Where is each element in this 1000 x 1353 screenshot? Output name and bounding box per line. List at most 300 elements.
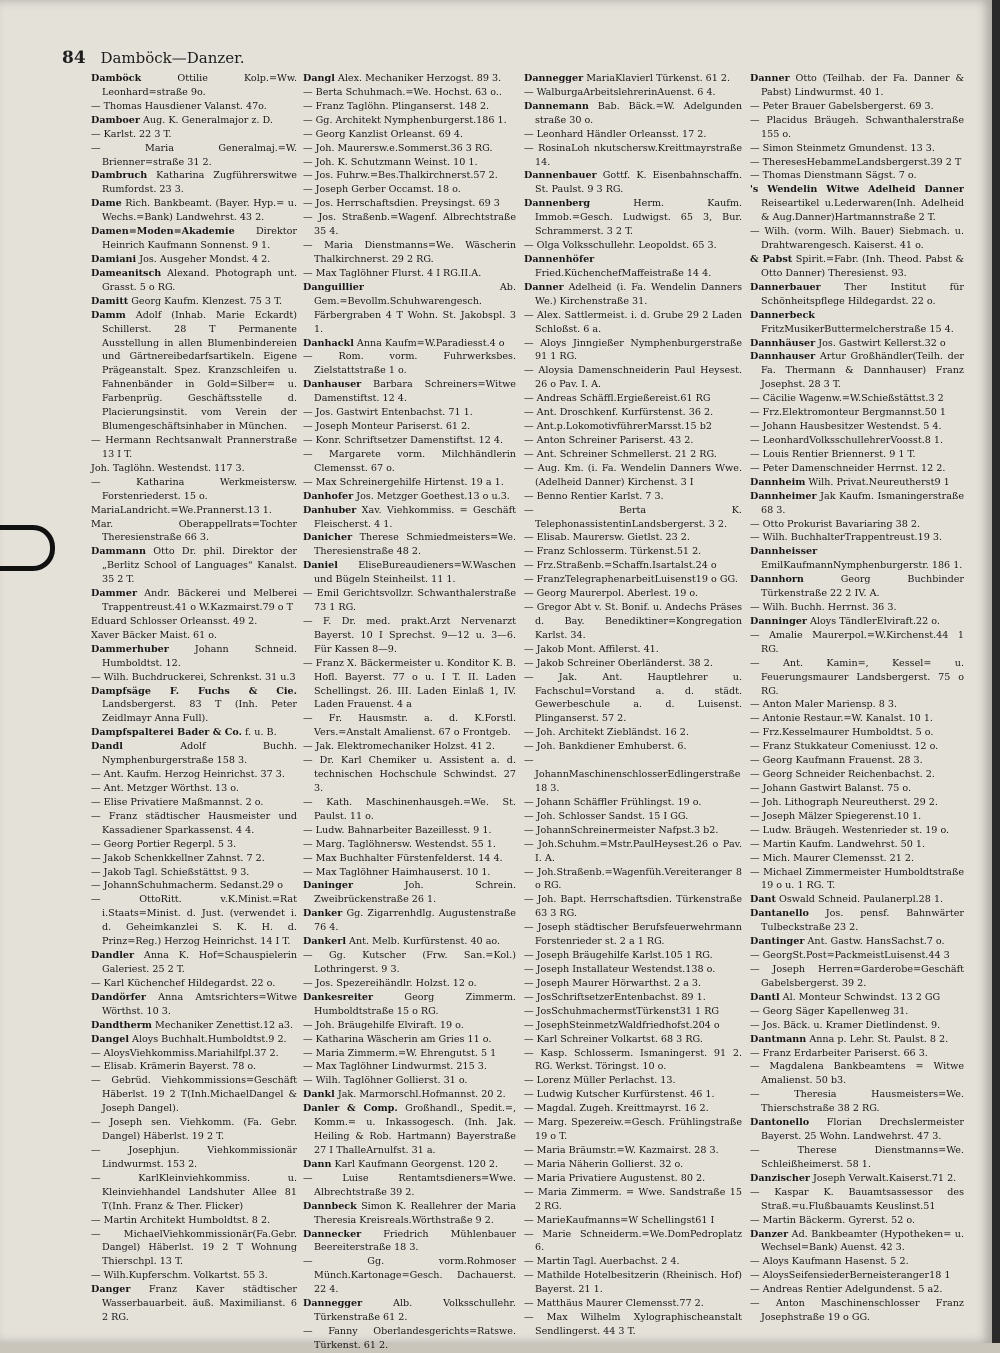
directory-entry bbox=[303, 169, 516, 183]
directory-entry bbox=[303, 1200, 516, 1228]
entry-text: — Gg. Architekt Nymphenburgerst.186 1. bbox=[303, 114, 507, 126]
directory-entry bbox=[91, 879, 297, 893]
directory-entry bbox=[750, 1047, 964, 1061]
entry-surname: Dankesreiter bbox=[303, 991, 374, 1003]
entry-text: — Wilh. (vorm. Wilh. Bauer) Siebmach. u. Drahtwarengesch. Kaiserst. 41 o. bbox=[750, 226, 964, 252]
entry-text: — WalburgaArbeitslehrerinAuenst. 6 4. bbox=[524, 86, 716, 98]
entry-text: — Anton Maschinenschlosser Franz Josephstraße 19 o GG. bbox=[750, 1298, 964, 1324]
directory-entry bbox=[91, 1144, 297, 1172]
directory-entry bbox=[750, 963, 964, 991]
entry-text: Anna p. Lehr. St. Paulst. 8 2. bbox=[806, 1033, 949, 1045]
entry-surname: Dannenhöfer bbox=[524, 253, 595, 265]
directory-entry bbox=[750, 309, 964, 337]
entry-surname: Danzischer bbox=[750, 1172, 810, 1184]
directory-entry bbox=[91, 782, 297, 796]
entry-surname: Dangel bbox=[91, 1033, 129, 1045]
entry-surname: Dandörfer bbox=[91, 991, 146, 1003]
entry-text: Mar. Oberappellrats=Tochter Theresienstraße 66 3. bbox=[91, 518, 297, 544]
entry-text: — Gg. Kutscher (Frw. San.=Kol.) Lothringerst. 9 3. bbox=[303, 950, 516, 975]
entry-text: — Maria Generalmaj.=W. Brienner=straße 31 2. bbox=[91, 142, 297, 168]
entry-surname: Dameanitsch bbox=[91, 267, 162, 279]
entry-text: Anna Amtsrichters=Witwe Wörthst. 10 3. bbox=[102, 991, 297, 1017]
entry-text: Xav. Viehkommiss. = Geschäft Fleischerst. 4 1. bbox=[314, 504, 516, 530]
directory-entry bbox=[303, 350, 516, 378]
entry-text: — Georg Maurerpol. Aberlest. 19 o. bbox=[524, 588, 699, 600]
directory-entry bbox=[303, 740, 516, 754]
entry-text: EliseBureaudieners=W.Waschen und Bügeln Steinheilst. 11 1. bbox=[314, 560, 516, 586]
entry-text: — Peter Brauer Gabelsbergerst. 69 3. bbox=[750, 100, 934, 112]
running-title: Damböck—Danzer. bbox=[100, 49, 245, 67]
column-3 bbox=[524, 72, 742, 1337]
directory-entry bbox=[750, 183, 964, 225]
entry-text: — KarlKleinviehkommiss. u. Kleinviehhandel Landshuter Allee 81 T(Inh. Franz & Ther. Flicker) bbox=[91, 1172, 297, 1212]
entry-text: Anna K. Hof=Schauspielerin Galeriest. 25 2 T. bbox=[102, 950, 297, 975]
entry-surname: Dannhäuser bbox=[750, 337, 816, 349]
entry-text: Ant. Gastw. HansSachst.7 o. bbox=[804, 936, 945, 948]
directory-entry bbox=[524, 1074, 742, 1088]
entry-text: — Joh. Bräugehilfe Elviraft. 19 o. bbox=[303, 1019, 464, 1031]
entry-text: — Joh. Lithograph Neureutherst. 29 2. bbox=[750, 796, 938, 808]
entry-surname: Damiani bbox=[91, 253, 137, 265]
directory-entry bbox=[750, 253, 964, 281]
directory-entry bbox=[91, 991, 297, 1019]
entry-text: — Maria Privatiere Augustenst. 80 2. bbox=[524, 1172, 706, 1184]
directory-entry bbox=[750, 1019, 964, 1033]
entry-text: — Gebrüd. Viehkommissions=Geschäft Häberlst. 19 2 T(Inh.MichaelDangel & Joseph Dangel). bbox=[91, 1075, 297, 1115]
directory-entry bbox=[91, 1019, 297, 1033]
directory-entry bbox=[524, 949, 742, 963]
entry-text: Alexand. Photograph unt. Grasst. 5 o RG. bbox=[102, 267, 297, 293]
entry-text: Barbara Schreiners=Witwe Damenstiftst. 12 4. bbox=[314, 379, 516, 405]
directory-entry bbox=[524, 253, 742, 281]
directory-entry bbox=[91, 434, 297, 462]
entry-surname: Dankl bbox=[303, 1089, 335, 1101]
entry-text: Bab. Bäck.=W. Adelgunden straße 30 o. bbox=[535, 100, 742, 126]
directory-entry bbox=[303, 378, 516, 406]
entry-text: Jak. Marmorschl.Hofmannst. 20 2. bbox=[334, 1089, 506, 1101]
entry-text: — Kasp. Schlosserm. Ismaningerst. 91 2. RG. Werkst. Töringst. 10 o. bbox=[524, 1047, 742, 1073]
directory-entry bbox=[524, 1269, 742, 1297]
entry-text: — Thomas Dienstmann Sägst. 7 o. bbox=[750, 170, 917, 182]
directory-entry bbox=[750, 754, 964, 768]
directory-entry bbox=[750, 629, 964, 657]
directory-entry bbox=[303, 1102, 516, 1158]
entry-text: — RosinaLoh nkutschersw.Kreittmayrstraße 14. bbox=[524, 142, 742, 168]
directory-entry bbox=[91, 949, 297, 977]
directory-entry bbox=[750, 462, 964, 476]
entry-surname: Danker bbox=[303, 908, 343, 920]
entry-text: Johann Schneid. Humboldtst. 12. bbox=[102, 643, 297, 669]
directory-entry bbox=[303, 1033, 516, 1047]
entry-text: FritzMusikerButtermelcherstraße 15 4. bbox=[761, 323, 954, 335]
directory-entry bbox=[303, 1047, 516, 1061]
directory-entry bbox=[303, 183, 516, 197]
entry-surname: Daninger bbox=[303, 880, 353, 892]
entry-text: — Max Buchhalter Fürstenfelderst. 14 4. bbox=[303, 852, 503, 864]
entry-text: Oswald Schneid. Paulanerpl.28 1. bbox=[775, 894, 944, 906]
directory-entry bbox=[91, 643, 297, 671]
directory-entry bbox=[524, 197, 742, 239]
directory-entry bbox=[91, 225, 297, 253]
directory-entry bbox=[524, 309, 742, 337]
entry-text: — Martin Architekt Humboldtst. 8 2. bbox=[91, 1214, 271, 1226]
entry-text: — Berta Schuhmach.=We. Hochst. 63 o.. bbox=[303, 86, 502, 98]
entry-text: — Joseph Monteur Pariserst. 61 2. bbox=[303, 421, 471, 433]
directory-entry bbox=[91, 72, 297, 100]
entry-text: Wilh. Privat.Neureutherst9 1 bbox=[805, 476, 950, 488]
entry-text: — Joh. Maurersw.e.Sommerst.36 3 RG. bbox=[303, 142, 493, 154]
entry-text: — Josephjun. Viehkommissionär Lindwurmst. 153 2. bbox=[91, 1144, 297, 1170]
entry-surname: Dantanello bbox=[750, 908, 809, 920]
entry-surname: Dant bbox=[750, 894, 776, 906]
directory-entry bbox=[524, 1172, 742, 1186]
entry-surname: Daniel bbox=[303, 560, 338, 572]
directory-entry bbox=[91, 740, 297, 768]
entry-text: — TheresesHebammeLandsbergerst.39 2 T bbox=[750, 156, 962, 168]
directory-entry bbox=[524, 420, 742, 434]
entry-surname: Damböck bbox=[91, 73, 142, 84]
entry-surname: Dankerl bbox=[303, 936, 346, 948]
entry-text: — Gg. vorm.Rohmoser Münch.Kartonage=Gesch. Dachauerst. 22 4. bbox=[303, 1256, 516, 1296]
entry-text: Jos. Ausgeher Mondst. 4 2. bbox=[136, 253, 271, 265]
entry-text: — Alex. Sattlermeist. i. d. Grube 29 2 Laden Schloßst. 6 a. bbox=[524, 309, 742, 335]
entry-text: — Fanny Oberlandesgerichts=Ratswe. Türkenst. 61 2. bbox=[303, 1325, 516, 1351]
entry-text: — Benno Rentier Karlst. 7 3. bbox=[524, 490, 664, 502]
entry-text: EmilKaufmannNymphenburgerstr. 186 1. bbox=[761, 560, 963, 572]
entry-surname: 's Wendelin Witwe Adelheid Danner bbox=[750, 184, 964, 196]
directory-entry bbox=[91, 504, 297, 518]
entry-text: — Lorenz Müller Perlachst. 13. bbox=[524, 1075, 676, 1087]
entry-text: — Kath. Maschinenhausgeh.=We. St. Paulst. 11 o. bbox=[303, 796, 516, 822]
directory-entry bbox=[750, 1033, 964, 1047]
directory-entry bbox=[750, 1144, 964, 1172]
directory-entry bbox=[750, 657, 964, 699]
directory-entry bbox=[524, 1144, 742, 1158]
entry-text: — Jos. Fuhrw.=Bes.Thalkirchnerst.57 2. bbox=[303, 170, 498, 182]
directory-entry bbox=[303, 977, 516, 991]
entry-surname: Dann bbox=[303, 1158, 332, 1170]
entry-text: — Ludw. Bräugeh. Westenrieder st. 19 o. bbox=[750, 824, 950, 836]
entry-text: — Johann Gastwirt Balanst. 75 o. bbox=[750, 783, 912, 795]
entry-surname: Dame bbox=[91, 198, 122, 210]
directory-entry bbox=[750, 350, 964, 392]
entry-surname: Dannhauser bbox=[750, 351, 816, 363]
directory-entry bbox=[524, 1033, 742, 1047]
directory-entry bbox=[303, 197, 516, 211]
entry-text: — Matthäus Maurer Clemensst.77 2. bbox=[524, 1298, 704, 1310]
directory-entry bbox=[91, 1047, 297, 1061]
directory-entry bbox=[750, 712, 964, 726]
entry-surname: Damen=Moden=Akademie bbox=[91, 226, 235, 238]
directory-entry bbox=[303, 1228, 516, 1256]
directory-entry bbox=[524, 824, 742, 838]
directory-entry bbox=[524, 740, 742, 754]
directory-entry bbox=[750, 1283, 964, 1297]
entry-surname: Dandtherm bbox=[91, 1019, 152, 1031]
entry-text: — Wilh. Buchdruckerei, Schrenkst. 31 u.3 bbox=[91, 671, 296, 683]
directory-entry bbox=[750, 1060, 964, 1088]
directory-entry bbox=[524, 796, 742, 810]
entry-text: — Karl Schreiner Volkartst. 68 3 RG. bbox=[524, 1033, 703, 1045]
entry-text: — Joseph sen. Viehkomm. (Fa. Gebr. Dangel) Häberlst. 19 2 T. bbox=[91, 1117, 297, 1143]
entry-text: — Marg. Taglöhnersw. Westendst. 55 1. bbox=[303, 838, 496, 850]
entry-text: — Mich. Maurer Clemensst. 21 2. bbox=[750, 852, 915, 864]
binder-clip bbox=[0, 525, 55, 571]
directory-entry bbox=[524, 239, 742, 253]
directory-entry bbox=[303, 406, 516, 420]
directory-entry bbox=[303, 1158, 516, 1172]
entry-text: Direktor Heinrich Kaufmann Sonnenst. 9 1. bbox=[102, 226, 297, 252]
directory-entry bbox=[303, 1088, 516, 1102]
entry-surname: Dantonello bbox=[750, 1117, 810, 1129]
entry-text: — Aloys Jinngießer Nymphenburgerstraße 91 1 RG. bbox=[524, 337, 742, 363]
directory-entry bbox=[524, 434, 742, 448]
directory-entry bbox=[524, 754, 742, 796]
directory-entry bbox=[303, 559, 516, 587]
directory-entry bbox=[524, 1311, 742, 1339]
directory-entry bbox=[750, 531, 964, 545]
entry-text: — Max Taglöhner Flurst. 4 I RG.II.A. bbox=[303, 267, 482, 279]
directory-entry bbox=[524, 504, 742, 532]
directory-entry bbox=[524, 281, 742, 309]
directory-entry bbox=[524, 1102, 742, 1116]
directory-entry bbox=[750, 726, 964, 740]
entry-surname: Dannheim bbox=[750, 476, 806, 488]
entry-text: Friedrich Mühlenbauer Beereiterstraße 18 3. bbox=[314, 1228, 516, 1254]
entry-surname: Danler & Comp. bbox=[303, 1103, 398, 1115]
entry-text: — Ludw. Bahnarbeiter Bazeillesst. 9 1. bbox=[303, 824, 492, 836]
directory-entry bbox=[750, 406, 964, 420]
entry-text: Ab. Gem.=Bevollm.Schuhwarengesch. Färbergraben 4 T Wohn. St. Jakobspl. 3 1. bbox=[314, 281, 516, 335]
entry-text: — Martin Bäckerm. Gyrerst. 52 o. bbox=[750, 1214, 916, 1226]
entry-text: Simon K. Reallehrer der Maria Theresia Kreisreals.Wörthstraße 9 2. bbox=[314, 1200, 516, 1226]
entry-text: — Ant. Kaufm. Herzog Heinrichst. 37 3. bbox=[91, 769, 285, 781]
entry-text: — Johann Hausbesitzer Westendst. 5 4. bbox=[750, 421, 942, 433]
entry-text: — Frz.Elektromonteur Bergmannst.50 1 bbox=[750, 407, 946, 419]
directory-entry bbox=[524, 128, 742, 142]
directory-entry bbox=[303, 1060, 516, 1074]
entry-text: — Olga Volksschullehr. Leopoldst. 65 3. bbox=[524, 240, 717, 252]
directory-entry bbox=[524, 810, 742, 824]
directory-entry bbox=[524, 1297, 742, 1311]
directory-entry bbox=[303, 114, 516, 128]
entry-text: — Joseph Installateur Westendst.138 o. bbox=[524, 964, 716, 975]
directory-entry bbox=[750, 490, 964, 518]
entry-text: — Martin Kaufm. Landwehrst. 50 1. bbox=[750, 838, 926, 850]
entry-surname: Dammer bbox=[91, 588, 137, 600]
directory-entry bbox=[524, 1019, 742, 1033]
entry-text: Eduard Schlosser Orleansst. 49 2. bbox=[91, 615, 258, 627]
directory-entry bbox=[303, 1255, 516, 1297]
directory-entry bbox=[91, 128, 297, 142]
entry-text: — F. Dr. med. prakt.Arzt Nervenarzt Bayerst. 10 I Sprechst. 9—12 u. 3—6. Für Kassen 8—9. bbox=[303, 615, 516, 655]
entry-text: Gottf. K. Eisenbahnschaffn. St. Paulst. 9 3 RG. bbox=[535, 170, 742, 196]
directory-entry bbox=[524, 1228, 742, 1256]
entry-text: — Maria Dienstmanns=We. Wäscherin Thalkirchnerst. 29 2 RG. bbox=[303, 240, 516, 265]
directory-entry bbox=[750, 434, 964, 448]
entry-surname: Danguillier bbox=[303, 281, 364, 293]
entry-text: — Katharina Werkmeistersw. Forstenriederst. 15 o. bbox=[91, 476, 297, 502]
entry-text: Aloys TändlerElviraft.22 o. bbox=[806, 615, 940, 627]
directory-entry bbox=[303, 1172, 516, 1200]
directory-entry bbox=[303, 1297, 516, 1325]
entry-text: — Joh. Bapt. Herrschaftsdien. Türkenstraße 63 3 RG. bbox=[524, 894, 742, 920]
entry-surname: Danzer bbox=[750, 1228, 789, 1240]
directory-entry bbox=[91, 1060, 297, 1074]
page-edge bbox=[992, 0, 1000, 1343]
entry-text: — Martin Tagl. Auerbachst. 2 4. bbox=[524, 1256, 680, 1268]
entry-surname: Danninger bbox=[750, 615, 807, 627]
entry-text: — Joh. K. Schutzmann Weinst. 10 1. bbox=[303, 156, 478, 168]
directory-entry bbox=[303, 852, 516, 866]
entry-text: Xaver Bäcker Maist. 61 o. bbox=[91, 629, 217, 641]
directory-entry bbox=[524, 1088, 742, 1102]
directory-entry bbox=[303, 448, 516, 476]
entry-text: — Joh. Bankdiener Emhuberst. 6. bbox=[524, 741, 687, 753]
entry-text: — Maria Zimmerm.=W. Ehrengutst. 5 1 bbox=[303, 1047, 497, 1059]
directory-entry bbox=[750, 573, 964, 601]
entry-text: — Jos. Straßenb.=Wagenf. Albrechtstraße 35 4. bbox=[303, 212, 516, 238]
entry-text: Reiseartikel u.Lederwaren(Inh. Adelheid & Aug.Danner)Hartmannstraße 2 T. bbox=[761, 198, 964, 224]
entry-text: Adelheid (i. Fa. Wendelin Danners We.) Kirchenstraße 31. bbox=[535, 281, 742, 307]
entry-surname: Danhofer bbox=[303, 490, 354, 502]
entry-text: — JosSchuhmachermstTürkenst31 1 RG bbox=[524, 1005, 720, 1017]
entry-text: — JohannSchuhmacherm. Sedanst.29 o bbox=[91, 880, 283, 892]
entry-text: — Jakob Schreiner Oberländerst. 38 2. bbox=[524, 657, 713, 669]
directory-entry bbox=[750, 1255, 964, 1269]
entry-text: — Marg. Spezereiw.=Gesch. Frühlingstraße 19 o T. bbox=[524, 1117, 742, 1143]
entry-text: — Dr. Karl Chemiker u. Assistent a. d. technischen Hochschule Schwindst. 27 3. bbox=[303, 755, 516, 795]
directory-entry bbox=[750, 852, 964, 866]
directory-entry bbox=[524, 977, 742, 991]
entry-text: — Konr. Schriftsetzer Damenstiftst. 12 4. bbox=[303, 434, 504, 446]
directory-entry bbox=[524, 991, 742, 1005]
directory-entry bbox=[303, 142, 516, 156]
entry-text: — Anton Schreiner Pariserst. 43 2. bbox=[524, 434, 694, 446]
entry-text: Rich. Bankbeamt. (Bayer. Hyp.= u. Wechs.=Bank) Landwehrst. 43 2. bbox=[102, 198, 297, 224]
directory-entry bbox=[91, 267, 297, 295]
entry-surname: Dannerbauer bbox=[750, 281, 821, 293]
directory-entry bbox=[91, 1283, 297, 1325]
directory-entry bbox=[750, 225, 964, 253]
entry-text: — Gregor Abt v. St. Bonif. u. Andechs Präses d. Bay. Benediktiner=Kongregation Karlst. 34. bbox=[524, 602, 742, 641]
entry-surname: Dangl bbox=[303, 73, 335, 84]
directory-entry bbox=[750, 281, 964, 309]
entry-text: Therese Schmiedmeisters=We. Theresienstraße 48 2. bbox=[314, 532, 516, 558]
directory-entry bbox=[91, 197, 297, 225]
entry-text: — Maria Näherin Gollierst. 32 o. bbox=[524, 1158, 684, 1170]
entry-text: — Franz Taglöhn. Plinganserst. 148 2. bbox=[303, 100, 490, 112]
entry-text: — Otto Prokurist Bavariaring 38 2. bbox=[750, 518, 921, 530]
entry-surname: Dantl bbox=[750, 991, 780, 1003]
entry-text: — Ant.p.LokomotivführerMarsst.15 b2 bbox=[524, 421, 712, 433]
entry-text: — Ant. Schreiner Schmellerst. 21 2 RG. bbox=[524, 448, 717, 460]
directory-entry bbox=[750, 420, 964, 434]
entry-text: Anna Kaufm=W.Paradiesst.4 o bbox=[353, 337, 505, 349]
entry-surname: Dandl bbox=[91, 741, 123, 753]
directory-entry bbox=[303, 796, 516, 824]
entry-text: Ant. Melb. Kurfürstenst. 40 ao. bbox=[345, 936, 501, 948]
directory-entry bbox=[524, 531, 742, 545]
entry-surname: Dantinger bbox=[750, 936, 805, 948]
entry-text: — Ant. Kamin=, Kessel= u. Feuerungsmaurer Landsbergerst. 75 o RG. bbox=[750, 657, 964, 697]
entry-text: Jos. Gastwirt Kellerst.32 o bbox=[815, 337, 946, 349]
directory-entry bbox=[750, 1172, 964, 1186]
directory-entry bbox=[750, 838, 964, 852]
page-header bbox=[62, 48, 942, 70]
directory-entry bbox=[524, 1186, 742, 1214]
entry-text: — Georg Schneider Reichenbachst. 2. bbox=[750, 769, 935, 781]
entry-text: — Jakob Mont. Affilerst. 41. bbox=[524, 643, 659, 655]
directory-entry bbox=[750, 907, 964, 935]
entry-text: Joseph Verwalt.Kaiserst.71 2. bbox=[809, 1172, 957, 1184]
directory-entry bbox=[750, 1214, 964, 1228]
entry-text: — Ant. Droschkenf. Kurfürstenst. 36 2. bbox=[524, 407, 714, 419]
entry-text: — Jakob Tagl. Schießstättst. 9 3. bbox=[91, 866, 250, 878]
directory-entry bbox=[303, 281, 516, 337]
entry-text: Adolf (Inhab. Marie Eckardt) Schillerst. 28 T Permanente Ausstellung in allen Blumenbindereien und Gärtnereibedarfsartikeln. Eigene Prägeanstalt. Spez. Kranzschleifen u. Fahnenbänder in Gold=Silber= u. Farbenprüg. Geschäftsstelle d. Placierungsinstit. vom Verein der Blumengeschäftsinhaber in München. bbox=[102, 309, 297, 433]
directory-entry bbox=[524, 601, 742, 643]
entry-text: Großhandl., Spedit.=, Komm.= u. Inkassogesch. (Inh. Jak. Heiling & Rob. Hartmann) Bayerstraße 27 I ThalleArnulfst. 31 a. bbox=[314, 1103, 516, 1156]
entry-text: Fried.KüchenchefMaffeistraße 14 4. bbox=[535, 267, 712, 279]
directory-entry bbox=[91, 852, 297, 866]
directory-entry bbox=[303, 239, 516, 267]
entry-surname: Dammerhuber bbox=[91, 643, 169, 655]
directory-entry bbox=[750, 935, 964, 949]
directory-entry bbox=[303, 838, 516, 852]
directory-entry bbox=[750, 1088, 964, 1116]
directory-entry bbox=[91, 893, 297, 949]
entry-text: — Joh.Schuhm.=Mstr.PaulHeysest.26 o Pav. I. A. bbox=[524, 838, 742, 864]
directory-entry bbox=[303, 587, 516, 615]
directory-entry bbox=[303, 156, 516, 170]
directory-entry bbox=[303, 128, 516, 142]
entry-text: — AloysViehkommiss.Mariahilfpl.37 2. bbox=[91, 1047, 279, 1059]
directory-entry bbox=[524, 1005, 742, 1019]
entry-text: — Peter Damenschneider Herrnst. 12 2. bbox=[750, 462, 946, 474]
directory-entry bbox=[750, 1269, 964, 1283]
directory-entry bbox=[91, 838, 297, 852]
directory-entry bbox=[524, 364, 742, 392]
entry-text: — Emil Gerichtsvollzr. Schwanthalerstraße 73 1 RG. bbox=[303, 588, 516, 614]
entry-text: — Aloys Kaufmann Hasenst. 5 2. bbox=[750, 1256, 909, 1268]
entry-text: Karl Kaufmann Georgenst. 120 2. bbox=[331, 1158, 499, 1170]
entry-surname: Dammann bbox=[91, 546, 147, 558]
directory-entry bbox=[524, 587, 742, 601]
entry-surname: Dannegger bbox=[303, 1298, 363, 1310]
directory-entry bbox=[524, 448, 742, 462]
entry-text: — Wilh. Taglöhner Gollierst. 31 o. bbox=[303, 1075, 468, 1087]
entry-text: — Georg Kaufmann Frauenst. 28 3. bbox=[750, 755, 923, 767]
directory-entry bbox=[750, 72, 964, 100]
entry-text: Spirit.=Fabr. (Inh. Theod. Pabst & Otto Danner) Theresienst. 93. bbox=[761, 253, 964, 279]
entry-text: Andr. Bäckerei und Melberei Trappentreust.41 o W.Kazmairst.79 o T bbox=[102, 588, 297, 614]
entry-text: Otto Dr. phil. Direktor der „Berlitz School of Languages“ Kanalst. 35 2 T. bbox=[102, 546, 297, 586]
entry-text: — AloysSeifensiederBerneisteranger18 1 bbox=[750, 1270, 951, 1282]
directory-entry bbox=[750, 740, 964, 754]
directory-entry bbox=[750, 1186, 964, 1214]
entry-text: — Rom. vorm. Fuhrwerksbes. Zielstattstraße 1 o. bbox=[303, 351, 516, 377]
entry-text: — Karl Küchenchef Hildegardst. 22 o. bbox=[91, 977, 276, 989]
entry-text: — Max Schreinergehilfe Hirtenst. 19 a 1. bbox=[303, 476, 504, 488]
entry-text: — Berta K. TelephonassistentinLandsbergerst. 3 2. bbox=[524, 504, 742, 530]
directory-entry bbox=[91, 796, 297, 810]
entry-text: — Jos. Spezereihändlr. Holzst. 12 o. bbox=[303, 977, 477, 989]
entry-text: — Ludwig Kutscher Kurfürstenst. 46 1. bbox=[524, 1089, 715, 1101]
directory-entry bbox=[524, 337, 742, 365]
entry-text: — Georg Portier Regerpl. 5 3. bbox=[91, 838, 237, 850]
directory-entry bbox=[303, 949, 516, 977]
